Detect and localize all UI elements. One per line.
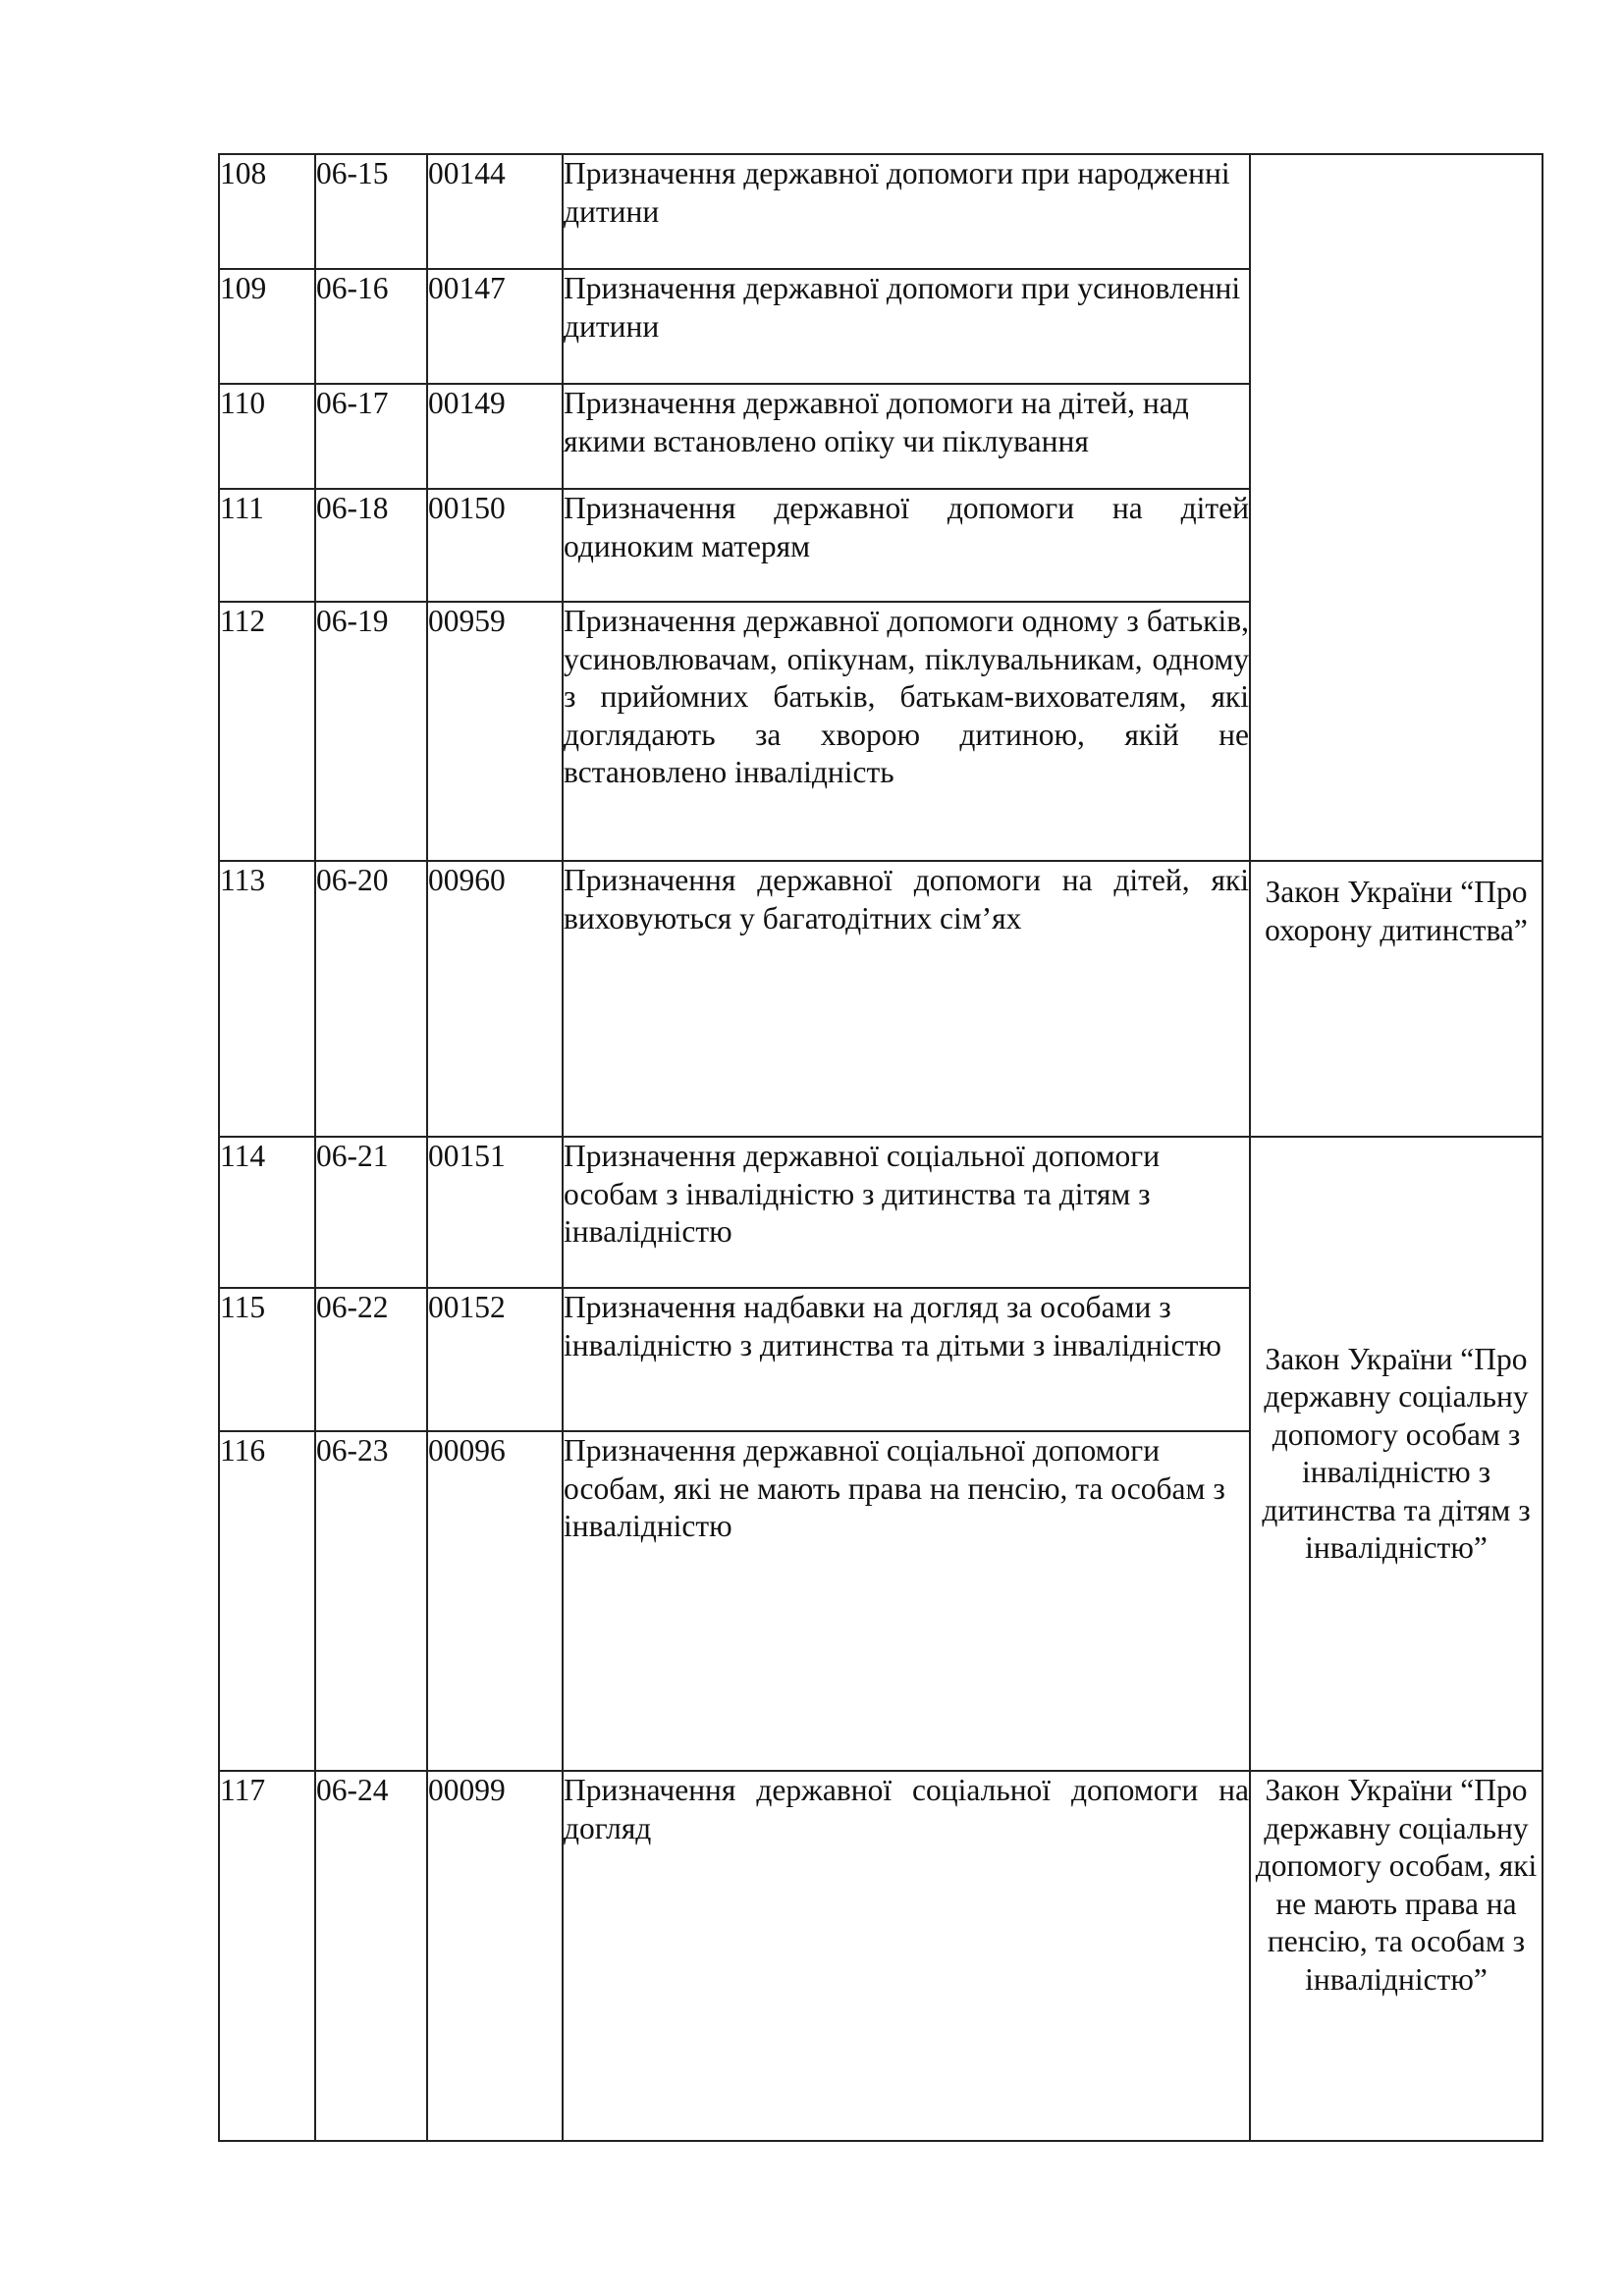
row-number: 116 [219, 1431, 315, 1771]
row-code: 06-15 [315, 154, 427, 269]
table-row [219, 1771, 1543, 2141]
row-id: 00150 [427, 489, 563, 602]
row-description: Призначення державної допомоги при народженні дитини [563, 154, 1250, 269]
row-code: 06-20 [315, 861, 427, 1137]
row-id: 00959 [427, 602, 563, 861]
row-description: Призначення надбавки на догляд за особами з інвалідністю з дитинства та дітьми з інвалідністю [563, 1288, 1250, 1431]
row-code: 06-16 [315, 269, 427, 384]
row-code: 06-23 [315, 1431, 427, 1771]
row-number: 111 [219, 489, 315, 602]
row-number: 115 [219, 1288, 315, 1431]
row-number: 108 [219, 154, 315, 269]
row-code: 06-17 [315, 384, 427, 489]
law-reference [1250, 861, 1543, 1137]
row-description: Призначення державної соціальної допомоги на догляд [563, 1771, 1250, 2141]
row-description: Призначення державної допомоги на дітей, над якими встановлено опіку чи піклування [563, 384, 1250, 489]
row-number: 112 [219, 602, 315, 861]
row-id: 00099 [427, 1771, 563, 2141]
row-code: 06-24 [315, 1771, 427, 2141]
row-code: 06-21 [315, 1137, 427, 1288]
row-id: 00096 [427, 1431, 563, 1771]
services-table [218, 153, 1543, 2142]
row-number: 114 [219, 1137, 315, 1288]
table-row [219, 154, 1543, 269]
row-description: Призначення державної соціальної допомоги особам, які не мають права на пенсію, та особам з інвалідністю [563, 1431, 1250, 1771]
law-text: Закон України “Про охорону дитинства” [1265, 875, 1528, 947]
row-code: 06-19 [315, 602, 427, 861]
law-text: Закон України “Про державну соціальну допомогу особам з інвалідністю з дитинства та дітям з інвалідністю” [1262, 1341, 1531, 1565]
row-description: Призначення державної соціальної допомоги особам з інвалідністю з дитинства та дітям з інвалідністю [563, 1137, 1250, 1288]
row-description: Призначення державної допомоги одному з батьків, усиновлювачам, опікунам, піклувальникам, одному з прийомних батьків, батькам-вихователям, які доглядають за хворою дитиною, якій не встановлено інвалідність [563, 602, 1250, 861]
law-reference [1250, 1771, 1543, 2141]
row-code: 06-22 [315, 1288, 427, 1431]
row-id: 00144 [427, 154, 563, 269]
row-description: Призначення державної допомоги при усиновленні дитини [563, 269, 1250, 384]
row-id: 00960 [427, 861, 563, 1137]
row-number: 110 [219, 384, 315, 489]
table-row [219, 861, 1543, 1137]
table-row [219, 1137, 1543, 1288]
row-id: 00147 [427, 269, 563, 384]
row-id: 00151 [427, 1137, 563, 1288]
row-number: 113 [219, 861, 315, 1137]
row-description: Призначення державної допомоги на дітей одиноким матерям [563, 489, 1250, 602]
row-code: 06-18 [315, 489, 427, 602]
law-cell-empty [1250, 154, 1543, 861]
law-reference [1250, 1137, 1543, 1771]
row-number: 109 [219, 269, 315, 384]
row-id: 00152 [427, 1288, 563, 1431]
row-description: Призначення державної допомоги на дітей, які виховуються у багатодітних сім’ях [563, 861, 1250, 1137]
row-number: 117 [219, 1771, 315, 2141]
row-id: 00149 [427, 384, 563, 489]
law-text: Закон України “Про державну соціальну допомогу особам, які не мають права на пенсію, та особам з інвалідністю” [1255, 1773, 1538, 1997]
